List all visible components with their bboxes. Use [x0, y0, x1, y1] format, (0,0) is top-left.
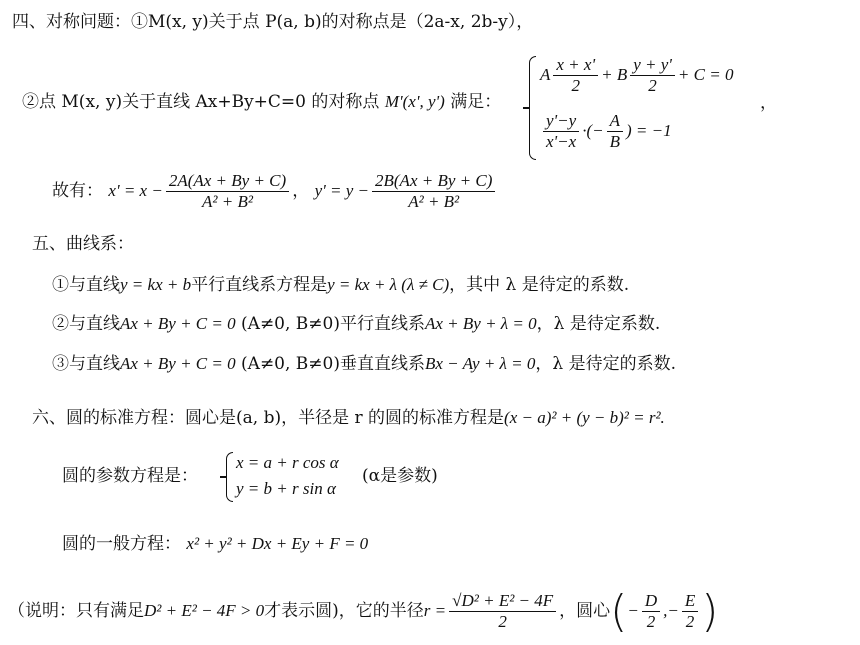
- eq1-frac1-num: x + x': [553, 55, 598, 76]
- result-line: [52, 168, 498, 214]
- eq2-frac1: [543, 111, 579, 152]
- center-minus: −: [627, 601, 639, 620]
- center-num2: E: [682, 591, 698, 612]
- item2-eq2: Ax + By + λ = 0: [425, 314, 537, 333]
- result-label: 故有：: [52, 181, 103, 201]
- param-eq1: x = a + r cos α: [236, 453, 339, 472]
- item3-b: (A≠0, B≠0)垂直直线系: [235, 354, 425, 374]
- eq2-frac2: [607, 111, 623, 152]
- item1-eq1: y = kx + b: [120, 275, 192, 294]
- general-eq: x² + y² + Dx + Ey + F = 0: [186, 534, 369, 553]
- note-den: 2: [498, 612, 507, 631]
- param-label: 圆的参数方程是：: [62, 466, 198, 486]
- result-sep: ，: [292, 181, 310, 201]
- system-eq1: [540, 52, 733, 98]
- item2-c: ，λ 是待定系数.: [536, 314, 661, 334]
- eq1-frac1: [553, 55, 598, 96]
- note-line: [8, 585, 718, 637]
- item2-b: (A≠0, B≠0)平行直线系: [235, 314, 425, 334]
- sec5-item3: [52, 353, 676, 375]
- item3-eq2: Bx − Ay + λ = 0: [425, 354, 536, 373]
- note-a: （说明：只有满足: [8, 601, 144, 621]
- item3-c: ，λ 是待定的系数.: [535, 354, 676, 374]
- sec6-line1-a: 六、圆的标准方程：圆心是(a, b)，半径是 r 的圆的标准方程是: [32, 408, 505, 428]
- note-frac: [449, 591, 556, 632]
- eq2-frac1-num: y'−y: [543, 111, 579, 132]
- center-den1: 2: [646, 612, 656, 631]
- item1-b: 平行直线系方程是: [191, 275, 328, 295]
- yres-den: A² + B²: [408, 192, 460, 211]
- param-note: (α是参数): [362, 466, 438, 486]
- system-comma: ，: [760, 93, 777, 113]
- sec5-item1: [52, 274, 629, 296]
- yres-num: 2B(Ax + By + C): [372, 171, 495, 192]
- xres-num: 2A(Ax + By + C): [166, 171, 289, 192]
- eq2-tail: ) = −1: [625, 121, 672, 140]
- center-frac1: [642, 591, 660, 632]
- eq1-frac2: [630, 55, 675, 96]
- eq1-a: A: [540, 65, 551, 84]
- center-frac2: [682, 591, 698, 632]
- item1-c: ，其中 λ 是待定的系数.: [449, 275, 630, 295]
- sec4-line2-point: M'(x', y'): [384, 92, 445, 111]
- eq2-frac1-den: x'−x: [546, 132, 577, 151]
- eq1-frac1-den: 2: [571, 76, 580, 95]
- system-eq2: [540, 108, 672, 154]
- item2-eq1: Ax + By + C = 0: [120, 314, 236, 333]
- sec4-line2-mid: 满足：: [450, 92, 502, 112]
- general-line: [62, 533, 368, 555]
- eq2-mid: ·(−: [582, 121, 604, 140]
- eq1-frac2-num: y + y': [630, 55, 675, 76]
- item1-a: ①与直线: [52, 275, 120, 295]
- eq1-tail: + C = 0: [677, 65, 734, 84]
- note-b: 才表示圆)，它的半径: [264, 601, 424, 621]
- item3-a: ③与直线: [52, 354, 120, 374]
- center-sep: ,−: [663, 601, 679, 620]
- item3-eq1: Ax + By + C = 0: [120, 354, 236, 373]
- sec6-line1: [32, 407, 665, 429]
- sec4-line2: [22, 91, 501, 113]
- param-brace: [226, 452, 233, 502]
- eq2-frac2-num: A: [607, 111, 623, 132]
- sec6-line1-eq: (x − a)² + (y − b)² = r².: [504, 408, 665, 427]
- xres-frac: [166, 171, 289, 212]
- note-num: √D² + E² − 4F: [449, 591, 556, 612]
- note-eq: D² + E² − 4F > 0: [144, 601, 265, 620]
- yres-lhs: y' = y −: [314, 181, 370, 200]
- xres-den: A² + B²: [202, 192, 253, 211]
- eq2-frac2-den: B: [609, 132, 620, 151]
- sec5-item2: [52, 313, 660, 335]
- system-brace: [529, 56, 536, 160]
- note-c: ，圆心: [559, 601, 611, 621]
- xres-lhs: x' = x −: [108, 181, 163, 200]
- sec5-title: 五、曲线系：: [32, 234, 134, 254]
- center-lparen: (: [610, 585, 628, 637]
- center-rparen: ): [701, 585, 719, 637]
- center-num1: D: [642, 591, 660, 612]
- eq1-b: + B: [601, 65, 628, 84]
- param-eq2: y = b + r sin α: [236, 479, 336, 498]
- item2-a: ②与直线: [52, 314, 120, 334]
- yres-frac: [372, 171, 495, 212]
- item1-eq2: y = kx + λ (λ ≠ C): [327, 275, 450, 294]
- sec4-line1: 四、对称问题：①M(x, y)关于点 P(a, b)的对称点是（2a-x, 2b-y），: [12, 12, 534, 32]
- sec4-line2-prefix: ②点 M(x, y)关于直线 Ax+By+C=0 的对称点: [22, 92, 380, 112]
- note-r: r =: [423, 601, 447, 620]
- center-den2: 2: [685, 612, 695, 631]
- eq1-frac2-den: 2: [648, 76, 657, 95]
- general-label: 圆的一般方程：: [62, 534, 181, 554]
